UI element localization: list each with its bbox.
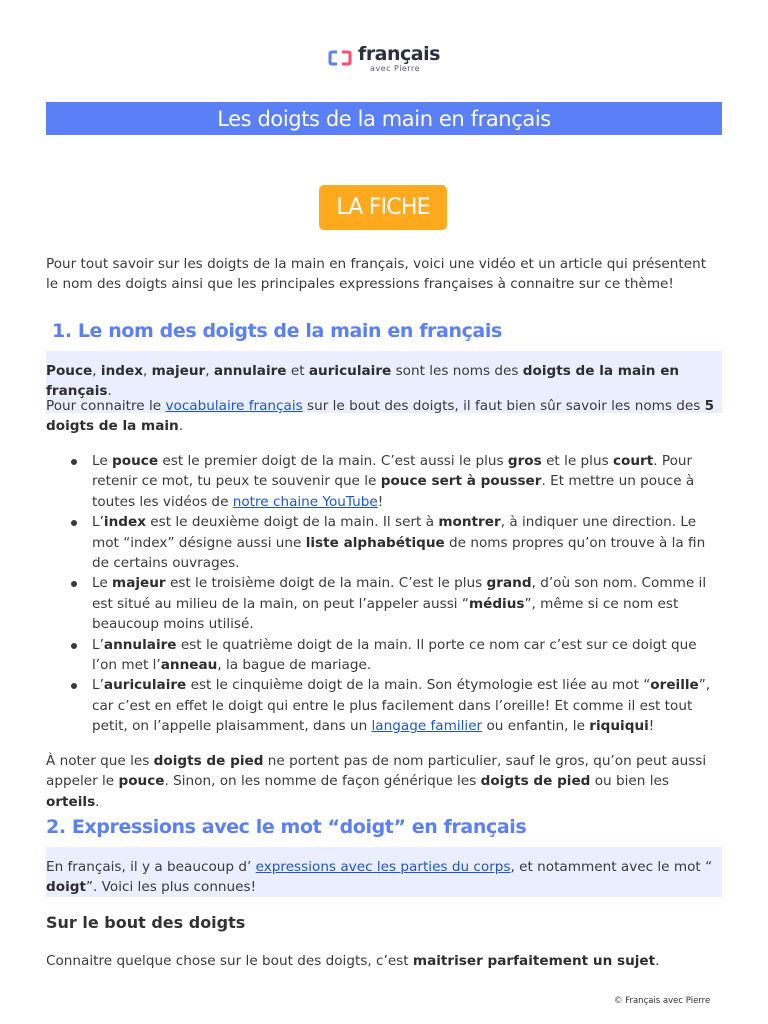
section1-paragraph-block: [46, 396, 722, 437]
section1-heading: 1. Le nom des doigts de la main en français: [52, 320, 502, 342]
logo-subtitle: avec Pierre: [370, 64, 421, 73]
section2-highlight-text: En français, il y a beaucoup d’ expressions avec les parties du corps, et notamment avec le mot “ doigt”. Voici les plus connues!: [46, 859, 713, 896]
logo-bracket-icon: [328, 50, 352, 66]
section2-paragraph: Connaitre quelque chose sur le bout des doigts, c’est maitriser parfaitement un sujet.: [46, 953, 660, 969]
intro-block: [46, 254, 722, 295]
section2-paragraph-block: [46, 951, 722, 971]
langage-familier-link[interactable]: langage familier: [371, 718, 483, 735]
section1-heading-block: [52, 320, 728, 342]
list-item: Le pouce est le premier doigt de la main. C’est aussi le plus gros et le plus court. Pour retenir ce mot, tu peux te souvenir que le pouce sert à pousser. Et mettre un pouce à toutes les vidéos de notre chaine YouTube!: [46, 451, 722, 512]
footer-copyright: © Français avec Pierre: [614, 996, 711, 1006]
section1-paragraph: Pour connaitre le vocabulaire français sur le bout des doigts, il faut bien sûr savoir les noms des 5 doigts de la main.: [46, 398, 715, 435]
list-item: Le majeur est le troisième doigt de la main. C’est le plus grand, d’où son nom. Comme il est situé au milieu de la main, on peut l’appeler aussi “médius”, même si ce nom est beaucoup moins utilisé.: [46, 573, 722, 634]
note-text: À noter que les doigts de pied ne portent pas de nom particulier, sauf le gros, qu’on peut aussi appeler le pouce. Sinon, on les nomme de façon générique les doigts de pied ou bien les orteils.: [46, 753, 707, 810]
page-title: Les doigts de la main en français: [46, 102, 722, 135]
fiche-button[interactable]: LA FICHE: [319, 185, 447, 230]
expressions-link[interactable]: expressions avec les parties du corps: [255, 859, 511, 875]
section1-highlight-text: Pouce, index, majeur, annulaire et auriculaire sont les noms des doigts de la main en français.: [46, 363, 680, 400]
finger-list-block: [46, 451, 722, 737]
note-block: [46, 751, 722, 812]
logo-name: français: [358, 43, 440, 65]
list-item: L’auriculaire est le cinquième doigt de la main. Son étymologie est liée au mot “oreille”, car c’est en effet le doigt qui entre le plus facilement dans l’oreille! Et comme il est tout petit, on l’appelle plaisamment, dans un langage familier ou enfantin, le riquiqui!: [46, 675, 722, 736]
youtube-link[interactable]: notre chaine YouTube: [232, 493, 378, 510]
finger-list: [46, 451, 722, 737]
section2-heading-block: [46, 816, 722, 838]
section2-heading: 2. Expressions avec le mot “doigt” en français: [46, 816, 527, 838]
subheading-block: [46, 913, 722, 932]
vocabulaire-link[interactable]: vocabulaire français: [165, 398, 303, 414]
section2-highlight: [46, 847, 722, 897]
subheading: Sur le bout des doigts: [46, 913, 246, 932]
list-item: L’annulaire est le quatrième doigt de la main. Il porte ce nom car c’est sur ce doigt que l’on met l’anneau, la bague de mariage.: [46, 635, 722, 676]
intro-text: Pour tout savoir sur les doigts de la main en français, voici une vidéo et un article qui présentent le nom des doigts ainsi que les principales expressions françaises à connaitre sur ce thème!: [46, 256, 707, 293]
logo: [0, 45, 768, 73]
list-item: L’index est le deuxième doigt de la main. Il sert à montrer, à indiquer une direction. Le mot “index” désigne aussi une liste alphabétique de noms propres qu’on trouve à la fin de certains ouvrages.: [46, 512, 722, 573]
